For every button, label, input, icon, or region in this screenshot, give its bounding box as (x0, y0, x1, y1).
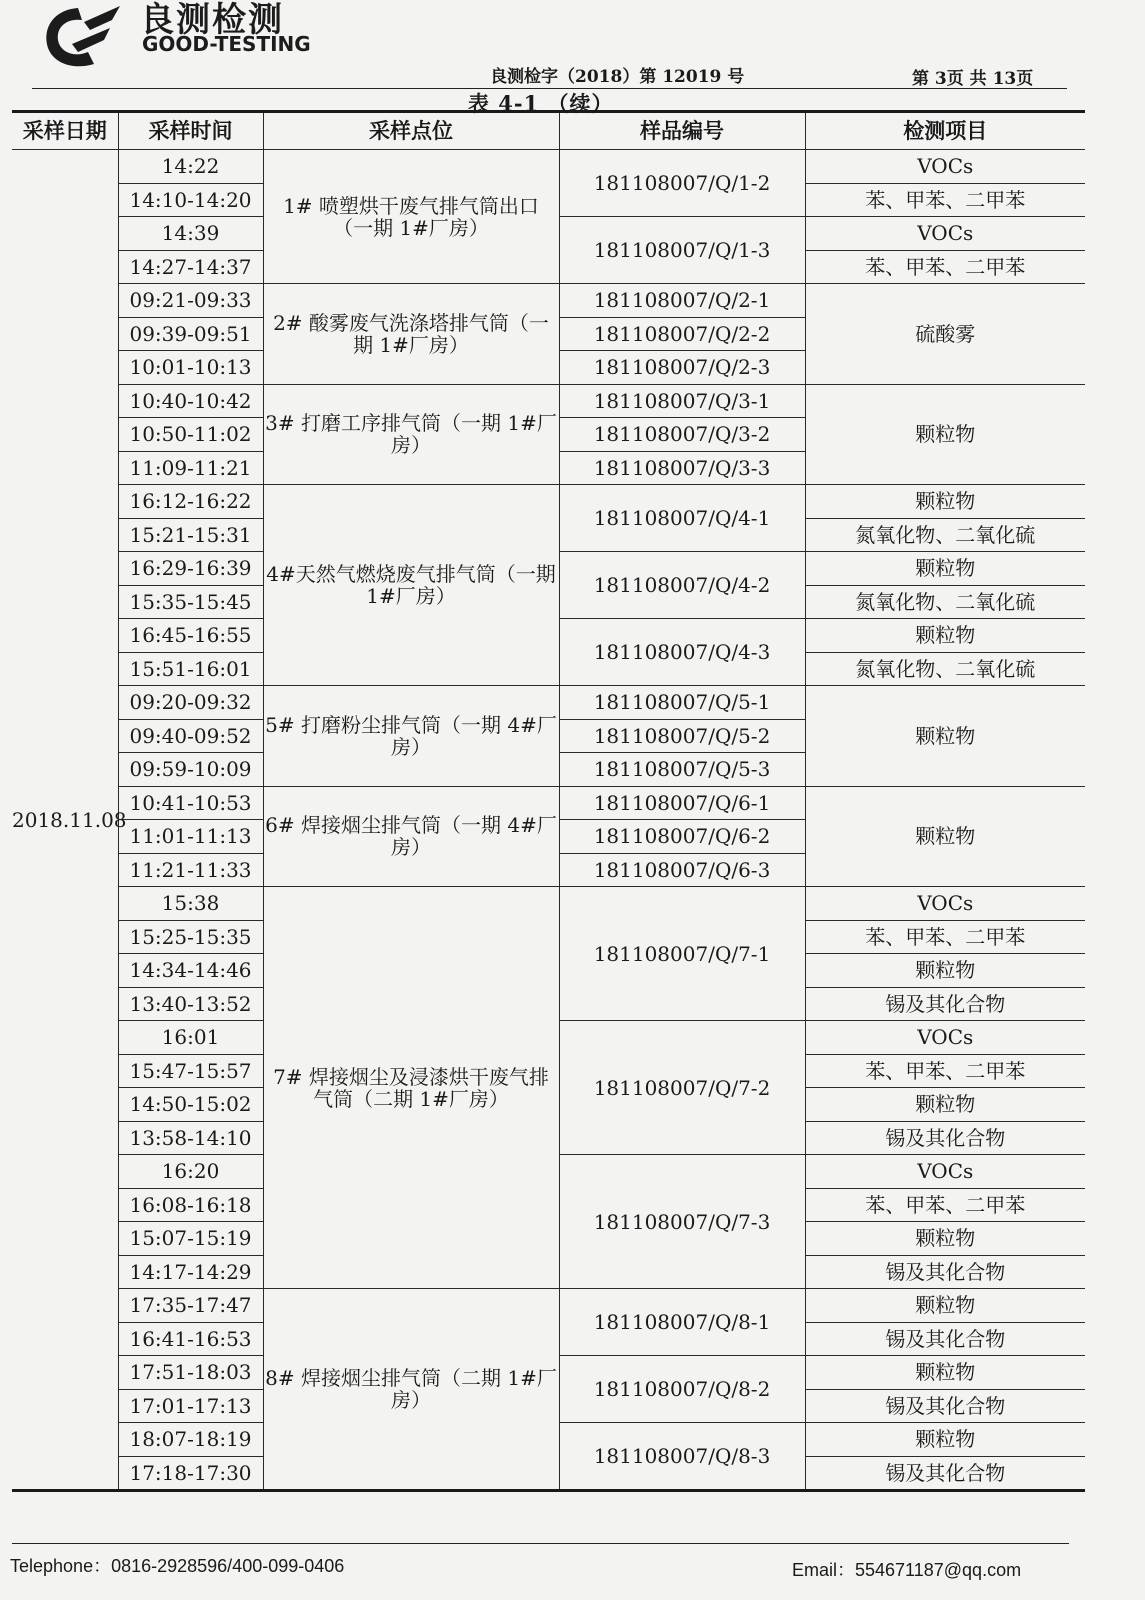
test-item: VOCs (805, 887, 1085, 921)
test-item: VOCs (805, 1021, 1085, 1055)
test-item: 颗粒物 (805, 1222, 1085, 1256)
sampling-time: 15:07-15:19 (118, 1222, 263, 1256)
sampling-time: 14:22 (118, 150, 263, 184)
test-item: 颗粒物 (805, 1356, 1085, 1390)
test-item: 氮氧化物、二氧化硫 (805, 652, 1085, 686)
sample-id: 181108007/Q/8-2 (559, 1356, 805, 1423)
sample-id: 181108007/Q/2-3 (559, 351, 805, 385)
sampling-time: 17:18-17:30 (118, 1456, 263, 1491)
sampling-time: 13:58-14:10 (118, 1121, 263, 1155)
sampling-time: 14:10-14:20 (118, 183, 263, 217)
sample-id: 181108007/Q/3-1 (559, 384, 805, 418)
logo-english-name: GOOD-TESTING (142, 32, 311, 56)
sampling-time: 15:25-15:35 (118, 920, 263, 954)
sample-id: 181108007/Q/1-3 (559, 217, 805, 284)
page-number: 第 3页 共 13页 (912, 69, 1034, 89)
test-item: 颗粒物 (805, 686, 1085, 787)
test-item: 苯、甲苯、二甲苯 (805, 250, 1085, 284)
sampling-time: 16:41-16:53 (118, 1322, 263, 1356)
sampling-time: 15:21-15:31 (118, 518, 263, 552)
sampling-time: 15:47-15:57 (118, 1054, 263, 1088)
sampling-time: 11:01-11:13 (118, 820, 263, 854)
sample-id: 181108007/Q/7-2 (559, 1021, 805, 1155)
test-item: 锡及其化合物 (805, 987, 1085, 1021)
sampling-time: 10:01-10:13 (118, 351, 263, 385)
col-header-test-item: 检测项目 (805, 112, 1085, 150)
sampling-time: 15:35-15:45 (118, 585, 263, 619)
test-item: 锡及其化合物 (805, 1456, 1085, 1491)
sampling-time: 11:21-11:33 (118, 853, 263, 887)
col-header-sample-id: 样品编号 (559, 112, 805, 150)
sample-id: 181108007/Q/4-1 (559, 485, 805, 552)
col-header-location: 采样点位 (263, 112, 559, 150)
sampling-time: 17:51-18:03 (118, 1356, 263, 1390)
sample-id: 181108007/Q/4-3 (559, 619, 805, 686)
sample-id: 181108007/Q/4-2 (559, 552, 805, 619)
test-item: 颗粒物 (805, 1289, 1085, 1323)
test-item: 苯、甲苯、二甲苯 (805, 183, 1085, 217)
sampling-time: 09:59-10:09 (118, 753, 263, 787)
test-item: VOCs (805, 150, 1085, 184)
company-logo (38, 0, 128, 72)
sampling-location: 6# 焊接烟尘排气筒（一期 4#厂房） (263, 786, 559, 887)
test-item: 颗粒物 (805, 619, 1085, 653)
test-item: 硫酸雾 (805, 284, 1085, 385)
sampling-location: 2# 酸雾废气洗涤塔排气筒（一期 1#厂房） (263, 284, 559, 385)
col-header-date: 采样日期 (12, 112, 118, 150)
sampling-time: 16:20 (118, 1155, 263, 1189)
test-item: 颗粒物 (805, 1088, 1085, 1122)
table-row (12, 284, 1085, 318)
sampling-time: 09:40-09:52 (118, 719, 263, 753)
sample-id: 181108007/Q/8-1 (559, 1289, 805, 1356)
table-title: 表 4-1 （续） (468, 91, 614, 116)
sampling-location: 7# 焊接烟尘及浸漆烘干废气排气筒（二期 1#厂房） (263, 887, 559, 1289)
sample-id: 181108007/Q/2-2 (559, 317, 805, 351)
sampling-time: 14:17-14:29 (118, 1255, 263, 1289)
sampling-time: 10:41-10:53 (118, 786, 263, 820)
sample-id: 181108007/Q/1-2 (559, 150, 805, 217)
sample-id: 181108007/Q/7-1 (559, 887, 805, 1021)
sample-id: 181108007/Q/6-2 (559, 820, 805, 854)
sampling-table (12, 110, 1085, 1492)
sampling-time: 15:51-16:01 (118, 652, 263, 686)
table-row (12, 686, 1085, 720)
sampling-time: 18:07-18:19 (118, 1423, 263, 1457)
footer-telephone: Telephone：0816-2928596/400-099-0406 (10, 1556, 345, 1576)
sampling-time: 13:40-13:52 (118, 987, 263, 1021)
sampling-time: 10:50-11:02 (118, 418, 263, 452)
sample-id: 181108007/Q/5-3 (559, 753, 805, 787)
sampling-time: 15:38 (118, 887, 263, 921)
test-item: 颗粒物 (805, 954, 1085, 988)
sampling-time: 17:35-17:47 (118, 1289, 263, 1323)
sample-id: 181108007/Q/6-1 (559, 786, 805, 820)
sampling-time: 14:39 (118, 217, 263, 251)
sampling-time: 14:50-15:02 (118, 1088, 263, 1122)
sample-id: 181108007/Q/2-1 (559, 284, 805, 318)
test-item: 苯、甲苯、二甲苯 (805, 1054, 1085, 1088)
table-header-row (12, 112, 1085, 150)
sampling-location: 8# 焊接烟尘排气筒（二期 1#厂房） (263, 1289, 559, 1491)
table-row (12, 786, 1085, 820)
test-item: VOCs (805, 217, 1085, 251)
sample-id: 181108007/Q/7-3 (559, 1155, 805, 1289)
table-row (12, 485, 1085, 519)
test-item: 颗粒物 (805, 552, 1085, 586)
test-item: 锡及其化合物 (805, 1389, 1085, 1423)
test-item: 颗粒物 (805, 485, 1085, 519)
sampling-date: 2018.11.08 (12, 150, 118, 1491)
footer-email: Email：554671187@qq.com (792, 1560, 1022, 1580)
sampling-time: 16:12-16:22 (118, 485, 263, 519)
test-item: 锡及其化合物 (805, 1255, 1085, 1289)
sampling-location: 1# 喷塑烘干废气排气筒出口（一期 1#厂房） (263, 150, 559, 284)
sampling-time: 14:34-14:46 (118, 954, 263, 988)
sample-id: 181108007/Q/8-3 (559, 1423, 805, 1491)
report-number: 良测检字（2018）第 12019 号 (490, 67, 745, 87)
sampling-time: 17:01-17:13 (118, 1389, 263, 1423)
sampling-time: 09:21-09:33 (118, 284, 263, 318)
sampling-location: 5# 打磨粉尘排气筒（一期 4#厂房） (263, 686, 559, 787)
logo-chinese-name: 良测检测 (140, 0, 284, 40)
sampling-location: 4#天然气燃烧废气排气筒（一期 1#厂房） (263, 485, 559, 686)
sampling-location: 3# 打磨工序排气筒（一期 1#厂房） (263, 384, 559, 485)
test-item: 氮氧化物、二氧化硫 (805, 518, 1085, 552)
sample-id: 181108007/Q/5-1 (559, 686, 805, 720)
test-item: 苯、甲苯、二甲苯 (805, 920, 1085, 954)
sampling-time: 16:08-16:18 (118, 1188, 263, 1222)
test-item: 氮氧化物、二氧化硫 (805, 585, 1085, 619)
sampling-time: 16:29-16:39 (118, 552, 263, 586)
sampling-time: 16:45-16:55 (118, 619, 263, 653)
test-item: 锡及其化合物 (805, 1322, 1085, 1356)
sample-id: 181108007/Q/3-3 (559, 451, 805, 485)
sampling-time: 09:39-09:51 (118, 317, 263, 351)
sample-id: 181108007/Q/3-2 (559, 418, 805, 452)
sampling-time: 14:27-14:37 (118, 250, 263, 284)
sample-id: 181108007/Q/6-3 (559, 853, 805, 887)
table-row (12, 887, 1085, 921)
table-row (12, 1289, 1085, 1323)
test-item: 颗粒物 (805, 786, 1085, 887)
sampling-time: 16:01 (118, 1021, 263, 1055)
test-item: 锡及其化合物 (805, 1121, 1085, 1155)
test-item: 颗粒物 (805, 1423, 1085, 1457)
col-header-time: 采样时间 (118, 112, 263, 150)
test-item: 颗粒物 (805, 384, 1085, 485)
sampling-time: 10:40-10:42 (118, 384, 263, 418)
test-item: VOCs (805, 1155, 1085, 1189)
sample-id: 181108007/Q/5-2 (559, 719, 805, 753)
sampling-time: 11:09-11:21 (118, 451, 263, 485)
footer-divider (12, 1543, 1069, 1544)
table-row (12, 384, 1085, 418)
test-item: 苯、甲苯、二甲苯 (805, 1188, 1085, 1222)
table-row (12, 150, 1085, 184)
sampling-time: 09:20-09:32 (118, 686, 263, 720)
